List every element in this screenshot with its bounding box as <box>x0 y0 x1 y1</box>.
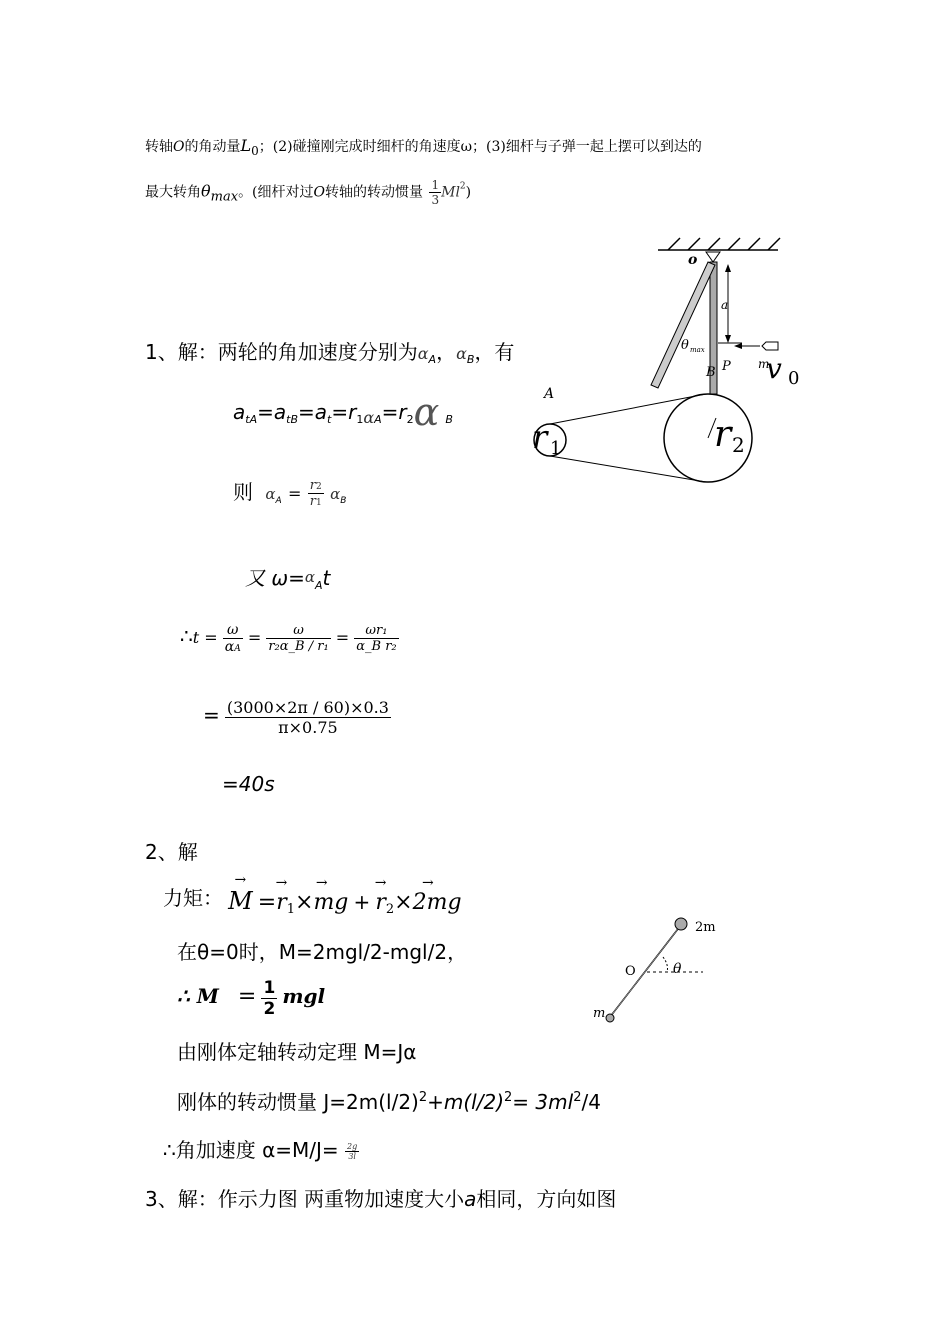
frac-num: ω <box>223 622 243 639</box>
then-alphaB: α <box>330 485 341 503</box>
vec-mg: → ×mg <box>295 890 348 915</box>
sol2-torque <box>163 882 462 917</box>
eq-sub: B <box>445 413 453 426</box>
sol1-heading-end: ，有 <box>474 340 515 364</box>
inertia-sq: 2 <box>573 1090 582 1105</box>
mass-m <box>606 1014 614 1022</box>
label-A: A <box>544 386 555 402</box>
mgl: mgl <box>282 984 326 1008</box>
t-var: t <box>192 628 200 647</box>
sol2-at-theta: 在θ=0时，M=2mgl/2-mgl/2， <box>177 940 468 964</box>
alpha-fraction <box>345 1142 359 1161</box>
sol1-result: =40s <box>222 772 275 796</box>
pivot-icon <box>706 252 720 262</box>
sol1-heading <box>145 336 514 366</box>
frac-den: α_B r₂ <box>356 639 397 654</box>
dumbbell-rod-inner <box>610 925 681 1017</box>
inertia-text: = 3ml <box>512 1090 574 1114</box>
intro-text: ) <box>465 184 472 201</box>
eq-sub: t <box>327 413 332 426</box>
then-text: 则 <box>233 480 253 504</box>
frac-den: r <box>309 494 317 509</box>
intro-text: ；(2)碰撞刚完成时细杆的角速度ω；(3)细杆与子弹一起上摆可以到达的 <box>258 139 702 155</box>
label-m: m <box>593 1006 606 1021</box>
label-B: B <box>706 365 716 380</box>
frac-den: 3 <box>431 193 440 207</box>
sol3-heading <box>145 1183 616 1212</box>
eq-sub: A <box>374 413 382 426</box>
sol1-therefore <box>180 622 399 655</box>
torque-label: 力矩： <box>163 886 223 910</box>
label-r2-sub: 2 <box>732 433 745 457</box>
sol2-alpha <box>163 1134 359 1163</box>
alpha-A: α <box>417 344 429 363</box>
sol1-then <box>233 476 346 509</box>
label-r2: r <box>714 414 732 455</box>
vec-2mg: → ×2mg <box>394 890 461 915</box>
label-a: a <box>721 298 729 312</box>
sol3-text: 3、解：作示力图 两重物加速度大小 <box>145 1187 465 1211</box>
plus-sign: + <box>353 890 371 914</box>
frac-num-sub: 2 <box>316 482 322 492</box>
inertia-sq: 2 <box>504 1090 513 1105</box>
eq-alpha: α <box>363 408 375 427</box>
label-r1: r <box>532 418 548 456</box>
therefore-M: ∴ M <box>177 984 219 1008</box>
eq-part: =a <box>257 400 287 424</box>
comma: ， <box>436 340 457 364</box>
eq-sub: tB <box>286 413 298 426</box>
intro-line-1 <box>145 136 702 158</box>
eq-part: a <box>233 400 246 424</box>
label-v-sub: 0 <box>788 368 800 389</box>
frac-num: 1 <box>263 978 276 998</box>
label-2m: 2m <box>695 920 716 935</box>
also-t: t <box>322 566 331 590</box>
sol3-text: 相同，方向如图 <box>476 1187 617 1211</box>
half-fraction <box>261 978 277 1019</box>
eq-sign: = <box>257 890 277 915</box>
eq-sign: = <box>204 628 218 647</box>
intro-fraction <box>429 178 441 207</box>
then-alpha-sub: A <box>275 496 282 506</box>
frac-den-sub: 1 <box>316 498 322 508</box>
label-theta-sub: max <box>690 346 705 354</box>
then-fraction <box>308 478 324 509</box>
inertia-sq: 2 <box>418 1090 428 1105</box>
sol2-theorem: 由刚体定轴转动定理 M=Jα <box>177 1040 417 1064</box>
eq-sign: = <box>247 628 262 647</box>
vec-M: → M <box>228 887 253 915</box>
mass-2m <box>675 918 687 930</box>
label-m: m <box>758 357 770 371</box>
eq-sign: = <box>237 984 257 1009</box>
therefore-symbol: ∴ <box>180 624 193 648</box>
vec-r2: → r <box>375 890 386 915</box>
intro-text: 最大转角 <box>145 184 201 201</box>
sol2-heading: 2、解 <box>145 840 198 864</box>
frac-3 <box>354 623 398 654</box>
eq-sub: 2 <box>406 413 414 426</box>
label-theta: θ <box>681 338 689 353</box>
eq-part: =r <box>381 400 407 424</box>
sol1-also <box>245 562 330 592</box>
then-alpha: α <box>265 485 276 503</box>
sol1-eq1 <box>233 390 453 434</box>
eq-sign: = <box>335 628 350 647</box>
also-text: 又 ω= <box>245 566 305 590</box>
frac-den-sub: A <box>234 644 241 654</box>
frac-num: 2g <box>347 1142 358 1151</box>
intro-theta: θ <box>201 181 211 201</box>
frac-den: α <box>224 639 235 655</box>
frac-den: π×0.75 <box>278 718 338 737</box>
inertia-text: /4 <box>581 1090 601 1114</box>
alpha-text: ∴角加速度 α=M/J= <box>163 1138 339 1162</box>
intro-sq: 2 <box>459 181 466 192</box>
numeric-fraction <box>225 698 391 737</box>
ceiling-hatch <box>668 238 780 250</box>
intro-O: O <box>173 139 185 155</box>
frac-den: 2 <box>263 999 276 1019</box>
also-alpha: α <box>304 568 316 586</box>
figure-dumbbell <box>585 905 725 1035</box>
then-alphaB-sub: B <box>340 496 347 506</box>
intro-text: 转轴 <box>145 139 173 155</box>
inertia-text: +m(l/2) <box>427 1090 505 1114</box>
intro-text: 。(细杆对过 <box>238 184 314 201</box>
eq-sign: = <box>203 703 220 727</box>
inertia-text: 刚体的转动惯量 J=2m(l/2) <box>177 1090 419 1114</box>
then-eq: = <box>288 484 302 503</box>
eq-sub: 1 <box>356 413 364 426</box>
frac-num: r <box>309 478 317 493</box>
frac-num: 1 <box>431 178 440 192</box>
eq-sub: tA <box>245 413 258 426</box>
sol1-heading-text: 1、解：两轮的角加速度分别为 <box>145 340 418 364</box>
frac-num: ωr₁ <box>354 623 398 639</box>
alpha-B: α <box>456 344 467 363</box>
intro-L: L <box>240 136 252 155</box>
sol3-a: a <box>464 1187 477 1211</box>
intro-O: O <box>313 184 326 201</box>
frac-den: r₂α_B / r₁ <box>268 639 329 654</box>
figure-rod-pulleys <box>520 230 820 500</box>
vec-r1: → r <box>276 890 287 915</box>
label-v: v <box>766 352 782 385</box>
eq-alpha-large: α <box>413 390 440 434</box>
alpha-A-sub: A <box>428 353 437 366</box>
frac-num: ω <box>266 623 330 639</box>
alpha-B-sub: B <box>466 353 475 366</box>
also-alpha-sub: A <box>315 579 323 592</box>
r2-sub: 2 <box>385 902 395 917</box>
label-r1-sub: 1 <box>550 438 562 459</box>
sol2-inertia <box>177 1086 601 1115</box>
sol1-numeric <box>203 698 391 737</box>
label-P: P <box>722 359 731 374</box>
frac-num: (3000×2π / 60)×0.3 <box>226 698 389 717</box>
sol2-therefore-M <box>177 978 325 1019</box>
arrow-down-icon <box>725 335 731 343</box>
intro-text: 转轴的转动惯量 <box>325 184 424 201</box>
frac-den: 3l <box>348 1152 356 1161</box>
r1-sub: 1 <box>286 902 296 917</box>
intro-L-sub: 0 <box>251 144 259 158</box>
eq-part: =a <box>297 400 327 424</box>
arrow-left-icon <box>734 343 742 349</box>
intro-theta-sub: max <box>210 189 239 205</box>
intro-text: 的角动量 <box>184 139 241 155</box>
label-theta: θ <box>673 961 682 977</box>
intro-Ml: Ml <box>441 184 460 201</box>
arrow-up-icon <box>725 264 731 272</box>
label-O: O <box>625 964 636 979</box>
label-o: o <box>688 252 698 268</box>
intro-line-2 <box>145 178 471 207</box>
frac-2 <box>266 623 330 654</box>
bullet-icon <box>762 342 778 350</box>
theta-arc <box>663 957 668 972</box>
frac-1 <box>223 622 243 655</box>
eq-part: =r <box>331 400 357 424</box>
